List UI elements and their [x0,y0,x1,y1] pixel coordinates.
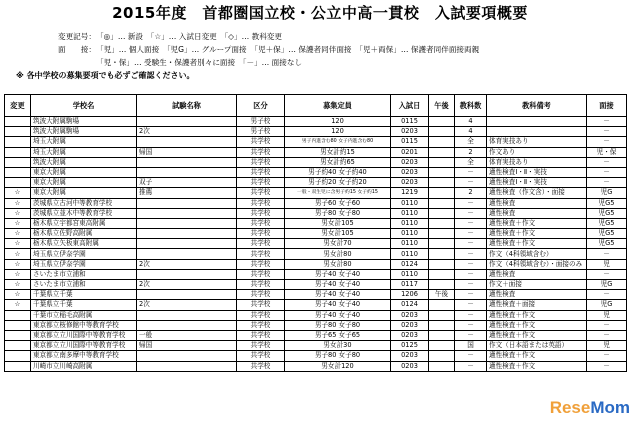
exam-cell: 帰国 [137,147,237,157]
pm-cell [429,218,455,228]
remarks-cell: 作文あり [487,147,587,157]
subjects-cell: － [455,249,487,259]
school-cell: 埼玉県立伊奈学園 [31,249,137,259]
change-cell [5,178,31,188]
school-cell: 栃木県立矢板東高附属 [31,239,137,249]
date-cell: 0203 [391,351,429,361]
quota-cell: 男子80 女子80 [285,208,391,218]
pm-cell [429,310,455,320]
remarks-cell: 適性検査＋作文 [487,361,587,371]
remarks-cell: 適性検査＋作文 [487,320,587,330]
header-school: 学校名 [31,95,137,117]
pm-cell [429,157,455,167]
remarks-cell: 適性検査 [487,290,587,300]
exam-cell [137,137,237,147]
type-cell: 共学校 [237,351,285,361]
type-cell: 共学校 [237,310,285,320]
interview-cell: 児G [587,188,627,198]
pm-cell [429,198,455,208]
date-cell: 0115 [391,117,429,127]
pm-cell [429,300,455,310]
header-date: 入試日 [391,95,429,117]
quota-cell: 120 [285,127,391,137]
exam-cell: 2次 [137,259,237,269]
remarks-cell: 作文（4科領域含む）・面接のみ [487,259,587,269]
school-cell: 茨城県立古河中等教育学校 [31,198,137,208]
pm-cell [429,147,455,157]
table-row [5,330,627,340]
school-cell: 栃木県立宇都宮東高附属 [31,218,137,228]
school-cell: 千葉県立千葉 [31,300,137,310]
change-cell [5,361,31,371]
table-row [5,127,627,137]
exam-cell: 帰国 [137,341,237,351]
interview-cell: － [587,137,627,147]
remarks-cell: 適性検査＋作文 [487,310,587,320]
type-cell: 共学校 [237,229,285,239]
type-cell: 共学校 [237,188,285,198]
change-cell [5,320,31,330]
type-cell: 共学校 [237,147,285,157]
subjects-cell: － [455,300,487,310]
change-cell: ☆ [5,218,31,228]
quota-cell: 男女計約15 [285,147,391,157]
date-cell: 0201 [391,147,429,157]
school-cell: 筑波大附属駒場 [31,117,137,127]
pm-cell [429,239,455,249]
subjects-cell: － [455,239,487,249]
exam-cell [137,269,237,279]
remarks-cell: 適性検査 [487,269,587,279]
pm-cell [429,361,455,371]
date-cell: 0110 [391,198,429,208]
date-cell: 0125 [391,341,429,351]
type-cell: 共学校 [237,300,285,310]
exam-cell [137,198,237,208]
subjects-cell: － [455,198,487,208]
exam-cell [137,239,237,249]
table-row [5,198,627,208]
type-cell: 共学校 [237,167,285,177]
subjects-cell: － [455,218,487,228]
type-cell: 共学校 [237,249,285,259]
subjects-cell: 2 [455,147,487,157]
quota-cell: 男子40 女子40 [285,280,391,290]
exam-cell [137,117,237,127]
quota-cell: 男女計80 [285,259,391,269]
change-cell: ☆ [5,239,31,249]
header-exam: 試験名称 [137,95,237,117]
pm-cell [429,249,455,259]
school-cell: 東京都立南多摩中等教育学校 [31,351,137,361]
remarks-cell: 適性検査Ⅰ・Ⅱ・実技 [487,178,587,188]
exam-cell [137,249,237,259]
date-cell: 1219 [391,188,429,198]
exam-cell: 推薦 [137,188,237,198]
remarks-cell: 適性検査＋作文 [487,218,587,228]
interview-cell: 児G [587,280,627,290]
remarks-cell: 適性検査＋作文 [487,239,587,249]
table-row [5,137,627,147]
interview-cell: 児 [587,310,627,320]
date-cell: 0203 [391,330,429,340]
change-cell: ☆ [5,300,31,310]
type-cell: 共学校 [237,280,285,290]
date-cell: 1206 [391,290,429,300]
subjects-cell: 4 [455,127,487,137]
change-cell [5,310,31,320]
interview-cell: － [587,361,627,371]
quota-cell: 男子40 女子40 [285,290,391,300]
school-cell: さいたま市立浦和 [31,280,137,290]
quota-cell: 男女計約65 [285,157,391,167]
quota-cell: 男子60 女子60 [285,198,391,208]
date-cell: 0203 [391,361,429,371]
header-subjects: 教科数 [455,95,487,117]
exam-cell: 2次 [137,127,237,137]
table-row [5,310,627,320]
pm-cell [429,341,455,351]
change-cell [5,330,31,340]
interview-cell: 児 [587,341,627,351]
exam-cell [137,290,237,300]
exam-cell: 2次 [137,300,237,310]
type-cell: 共学校 [237,137,285,147]
change-cell [5,117,31,127]
subjects-cell: － [455,208,487,218]
subjects-cell: － [455,310,487,320]
interview-cell: 児G5 [587,229,627,239]
table-row [5,269,627,279]
table-row [5,300,627,310]
table-row [5,280,627,290]
change-cell: ☆ [5,280,31,290]
change-cell [5,137,31,147]
date-cell: 0203 [391,157,429,167]
type-cell: 共学校 [237,269,285,279]
type-cell: 共学校 [237,259,285,269]
subjects-cell: － [455,167,487,177]
interview-cell: － [587,117,627,127]
subjects-cell: 全 [455,157,487,167]
exam-cell [137,208,237,218]
change-cell [5,167,31,177]
table-row [5,218,627,228]
date-cell: 0117 [391,280,429,290]
date-cell: 0110 [391,249,429,259]
pm-cell [429,117,455,127]
pm-cell [429,330,455,340]
exam-cell [137,310,237,320]
date-cell: 0203 [391,178,429,188]
table-row [5,188,627,198]
subjects-cell: － [455,351,487,361]
interview-cell: 児 [587,259,627,269]
quota-cell: 男女計30 [285,341,391,351]
change-cell: ☆ [5,188,31,198]
header-pm: 午後 [429,95,455,117]
date-cell: 0110 [391,208,429,218]
table-row [5,147,627,157]
exam-cell [137,361,237,371]
interview-cell: － [587,351,627,361]
pm-cell [429,269,455,279]
interview-cell: － [587,157,627,167]
remarks-cell [487,117,587,127]
subjects-cell: － [455,330,487,340]
change-cell: ☆ [5,249,31,259]
subjects-cell: － [455,280,487,290]
remarks-cell: 体育実技あり [487,157,587,167]
table-row [5,351,627,361]
quota-cell: 男子約20 女子約20 [285,178,391,188]
subjects-cell: － [455,269,487,279]
table-row [5,117,627,127]
remarks-cell: 適性検査＋作文 [487,330,587,340]
table-row [5,178,627,188]
pm-cell: 午後 [429,290,455,300]
legend-change-key: 変更記号： [58,32,96,41]
exam-cell [137,167,237,177]
subjects-cell: － [455,229,487,239]
school-cell: 筑波大附属駒場 [31,127,137,137]
pm-cell [429,229,455,239]
date-cell: 0110 [391,269,429,279]
header-quota: 募集定員 [285,95,391,117]
quota-cell: 男子80 女子80 [285,320,391,330]
type-cell: 共学校 [237,239,285,249]
pm-cell [429,137,455,147]
school-cell: 東京大附属 [31,188,137,198]
school-cell: 埼玉大附属 [31,137,137,147]
date-cell: 0110 [391,218,429,228]
table-row [5,229,627,239]
pm-cell [429,188,455,198]
subjects-cell: － [455,290,487,300]
subjects-cell: － [455,178,487,188]
legend [58,30,479,69]
quota-cell: 男女計105 [285,218,391,228]
quota-cell: 男女計70 [285,239,391,249]
quota-cell: 120 [285,117,391,127]
school-cell: 東京都立立川国際中等教育学校 [31,330,137,340]
interview-cell: 児G5 [587,239,627,249]
table-row [5,167,627,177]
quota-cell: 男子40 女子40 [285,269,391,279]
subjects-cell: 2 [455,188,487,198]
quota-cell: 男女計120 [285,361,391,371]
type-cell: 共学校 [237,218,285,228]
table-row [5,239,627,249]
quota-cell: 男子約40 女子約40 [285,167,391,177]
interview-cell: － [587,167,627,177]
table-header-row [5,95,627,117]
remarks-cell: 適性検査＋作文 [487,229,587,239]
resemom-watermark: ReseMom [549,398,630,417]
date-cell: 0115 [391,137,429,147]
type-cell: 共学校 [237,341,285,351]
notice: ※ 各中学校の募集要項でも必ずご確認ください。 [16,71,195,80]
entrance-exam-table [4,94,627,372]
exam-cell: 一般 [137,330,237,340]
exam-cell [137,218,237,228]
change-cell: ☆ [5,269,31,279]
remarks-cell [487,127,587,137]
table-row [5,249,627,259]
interview-cell: 児・保 [587,147,627,157]
interview-cell: 児G [587,300,627,310]
school-cell: 千葉県立千葉 [31,290,137,300]
interview-cell: － [587,330,627,340]
change-cell [5,341,31,351]
interview-cell: － [587,290,627,300]
type-cell: 共学校 [237,178,285,188]
pm-cell [429,320,455,330]
remarks-cell: 適性検査 [487,208,587,218]
remarks-cell: 適性検査 [487,198,587,208]
subjects-cell: － [455,259,487,269]
interview-cell: 児G5 [587,198,627,208]
exam-cell [137,320,237,330]
date-cell: 0124 [391,300,429,310]
pm-cell [429,178,455,188]
school-cell: 栃木県立佐野高附属 [31,229,137,239]
date-cell: 0203 [391,310,429,320]
school-cell: さいたま市立浦和 [31,269,137,279]
change-cell: ☆ [5,290,31,300]
date-cell: 0203 [391,320,429,330]
quota-cell: 男子65 女子65 [285,330,391,340]
remarks-cell: 体育実技あり [487,137,587,147]
change-cell [5,147,31,157]
school-cell: 茨城県立並木中等教育学校 [31,208,137,218]
date-cell: 0110 [391,229,429,239]
remarks-cell: 作文（4科領域含む） [487,249,587,259]
school-cell: 千葉市立稲毛高附属 [31,310,137,320]
date-cell: 0203 [391,127,429,137]
quota-cell: 男子80 女子80 [285,351,391,361]
school-cell: 東京大附属 [31,167,137,177]
subjects-cell: － [455,361,487,371]
type-cell: 共学校 [237,198,285,208]
subjects-cell: 4 [455,117,487,127]
type-cell: 共学校 [237,330,285,340]
date-cell: 0203 [391,167,429,177]
school-cell: 東京都立桜修館中等教育学校 [31,320,137,330]
type-cell: 共学校 [237,157,285,167]
change-cell [5,157,31,167]
pm-cell [429,127,455,137]
date-cell: 0124 [391,259,429,269]
type-cell: 共学校 [237,361,285,371]
remarks-cell: 作文＋面接 [487,280,587,290]
interview-cell: － [587,178,627,188]
pm-cell [429,167,455,177]
interview-cell: 児G5 [587,218,627,228]
exam-cell [137,157,237,167]
remarks-cell: 適性検査（作文含）・面接 [487,188,587,198]
table-row [5,290,627,300]
type-cell: 共学校 [237,208,285,218]
table-row [5,208,627,218]
legend-interview-text: 「児」… 個人面接 「児G」… グループ面接 「児＋保」… 保護者同伴面接 「児＋両保」… 保護者同伴面接両親 [96,45,480,54]
header-change: 変更 [5,95,31,117]
subjects-cell: 国 [455,341,487,351]
interview-cell: － [587,269,627,279]
quota-cell: 男女計80 [285,249,391,259]
pm-cell [429,351,455,361]
table-row [5,320,627,330]
school-cell: 埼玉県立伊奈学園 [31,259,137,269]
school-cell: 東京大附属 [31,178,137,188]
pm-cell [429,208,455,218]
school-cell: 埼玉大附属 [31,147,137,157]
exam-cell: 2次 [137,280,237,290]
subjects-cell: 全 [455,137,487,147]
exam-cell [137,351,237,361]
quota-cell: 男子40 女子40 [285,310,391,320]
table-row [5,341,627,351]
exam-cell [137,229,237,239]
school-cell: 東京都立立川国際中等教育学校 [31,341,137,351]
change-cell [5,127,31,137]
quota-cell: 男女計105 [285,229,391,239]
quota-cell: 男子40 女子40 [285,300,391,310]
legend-interview-text-2: 「児・保」… 受験生・保護者別々に面接 「－」… 面接なし [96,58,303,67]
interview-cell: 児G5 [587,208,627,218]
school-cell: 川崎市立川崎高附属 [31,361,137,371]
exam-cell: 双子 [137,178,237,188]
header-type: 区分 [237,95,285,117]
header-remarks: 教科備考 [487,95,587,117]
remarks-cell: 適性検査＋面接 [487,300,587,310]
page-title: 2015年度 首都圏国立校・公立中高一貫校 入試要項概要 [112,4,528,22]
change-cell [5,351,31,361]
interview-cell: － [587,249,627,259]
legend-interview-key: 面 接： [58,45,96,54]
interview-cell: － [587,320,627,330]
type-cell: 男子校 [237,127,285,137]
change-cell: ☆ [5,208,31,218]
type-cell: 共学校 [237,290,285,300]
remarks-cell: 適性検査＋作文 [487,351,587,361]
type-cell: 共学校 [237,320,285,330]
table-row [5,157,627,167]
change-cell: ☆ [5,259,31,269]
type-cell: 男子校 [237,117,285,127]
school-cell: 筑波大附属 [31,157,137,167]
table-row [5,361,627,371]
date-cell: 0110 [391,239,429,249]
legend-change-text: 「◎」… 新設 「☆」… 入試日変更 「◇」… 教科変更 [96,32,282,41]
remarks-cell: 適性検査Ⅰ・Ⅱ・実技 [487,167,587,177]
quota-cell: 一般・双生児に含男子約15 女子約15 [285,188,391,198]
table-row [5,259,627,269]
pm-cell [429,259,455,269]
remarks-cell: 作文（日本語または英語） [487,341,587,351]
change-cell: ☆ [5,198,31,208]
interview-cell: － [587,127,627,137]
pm-cell [429,280,455,290]
change-cell: ☆ [5,229,31,239]
quota-cell: 男子内進含む80 女子内進含む80 [285,137,391,147]
header-interview: 面接 [587,95,627,117]
subjects-cell: － [455,320,487,330]
